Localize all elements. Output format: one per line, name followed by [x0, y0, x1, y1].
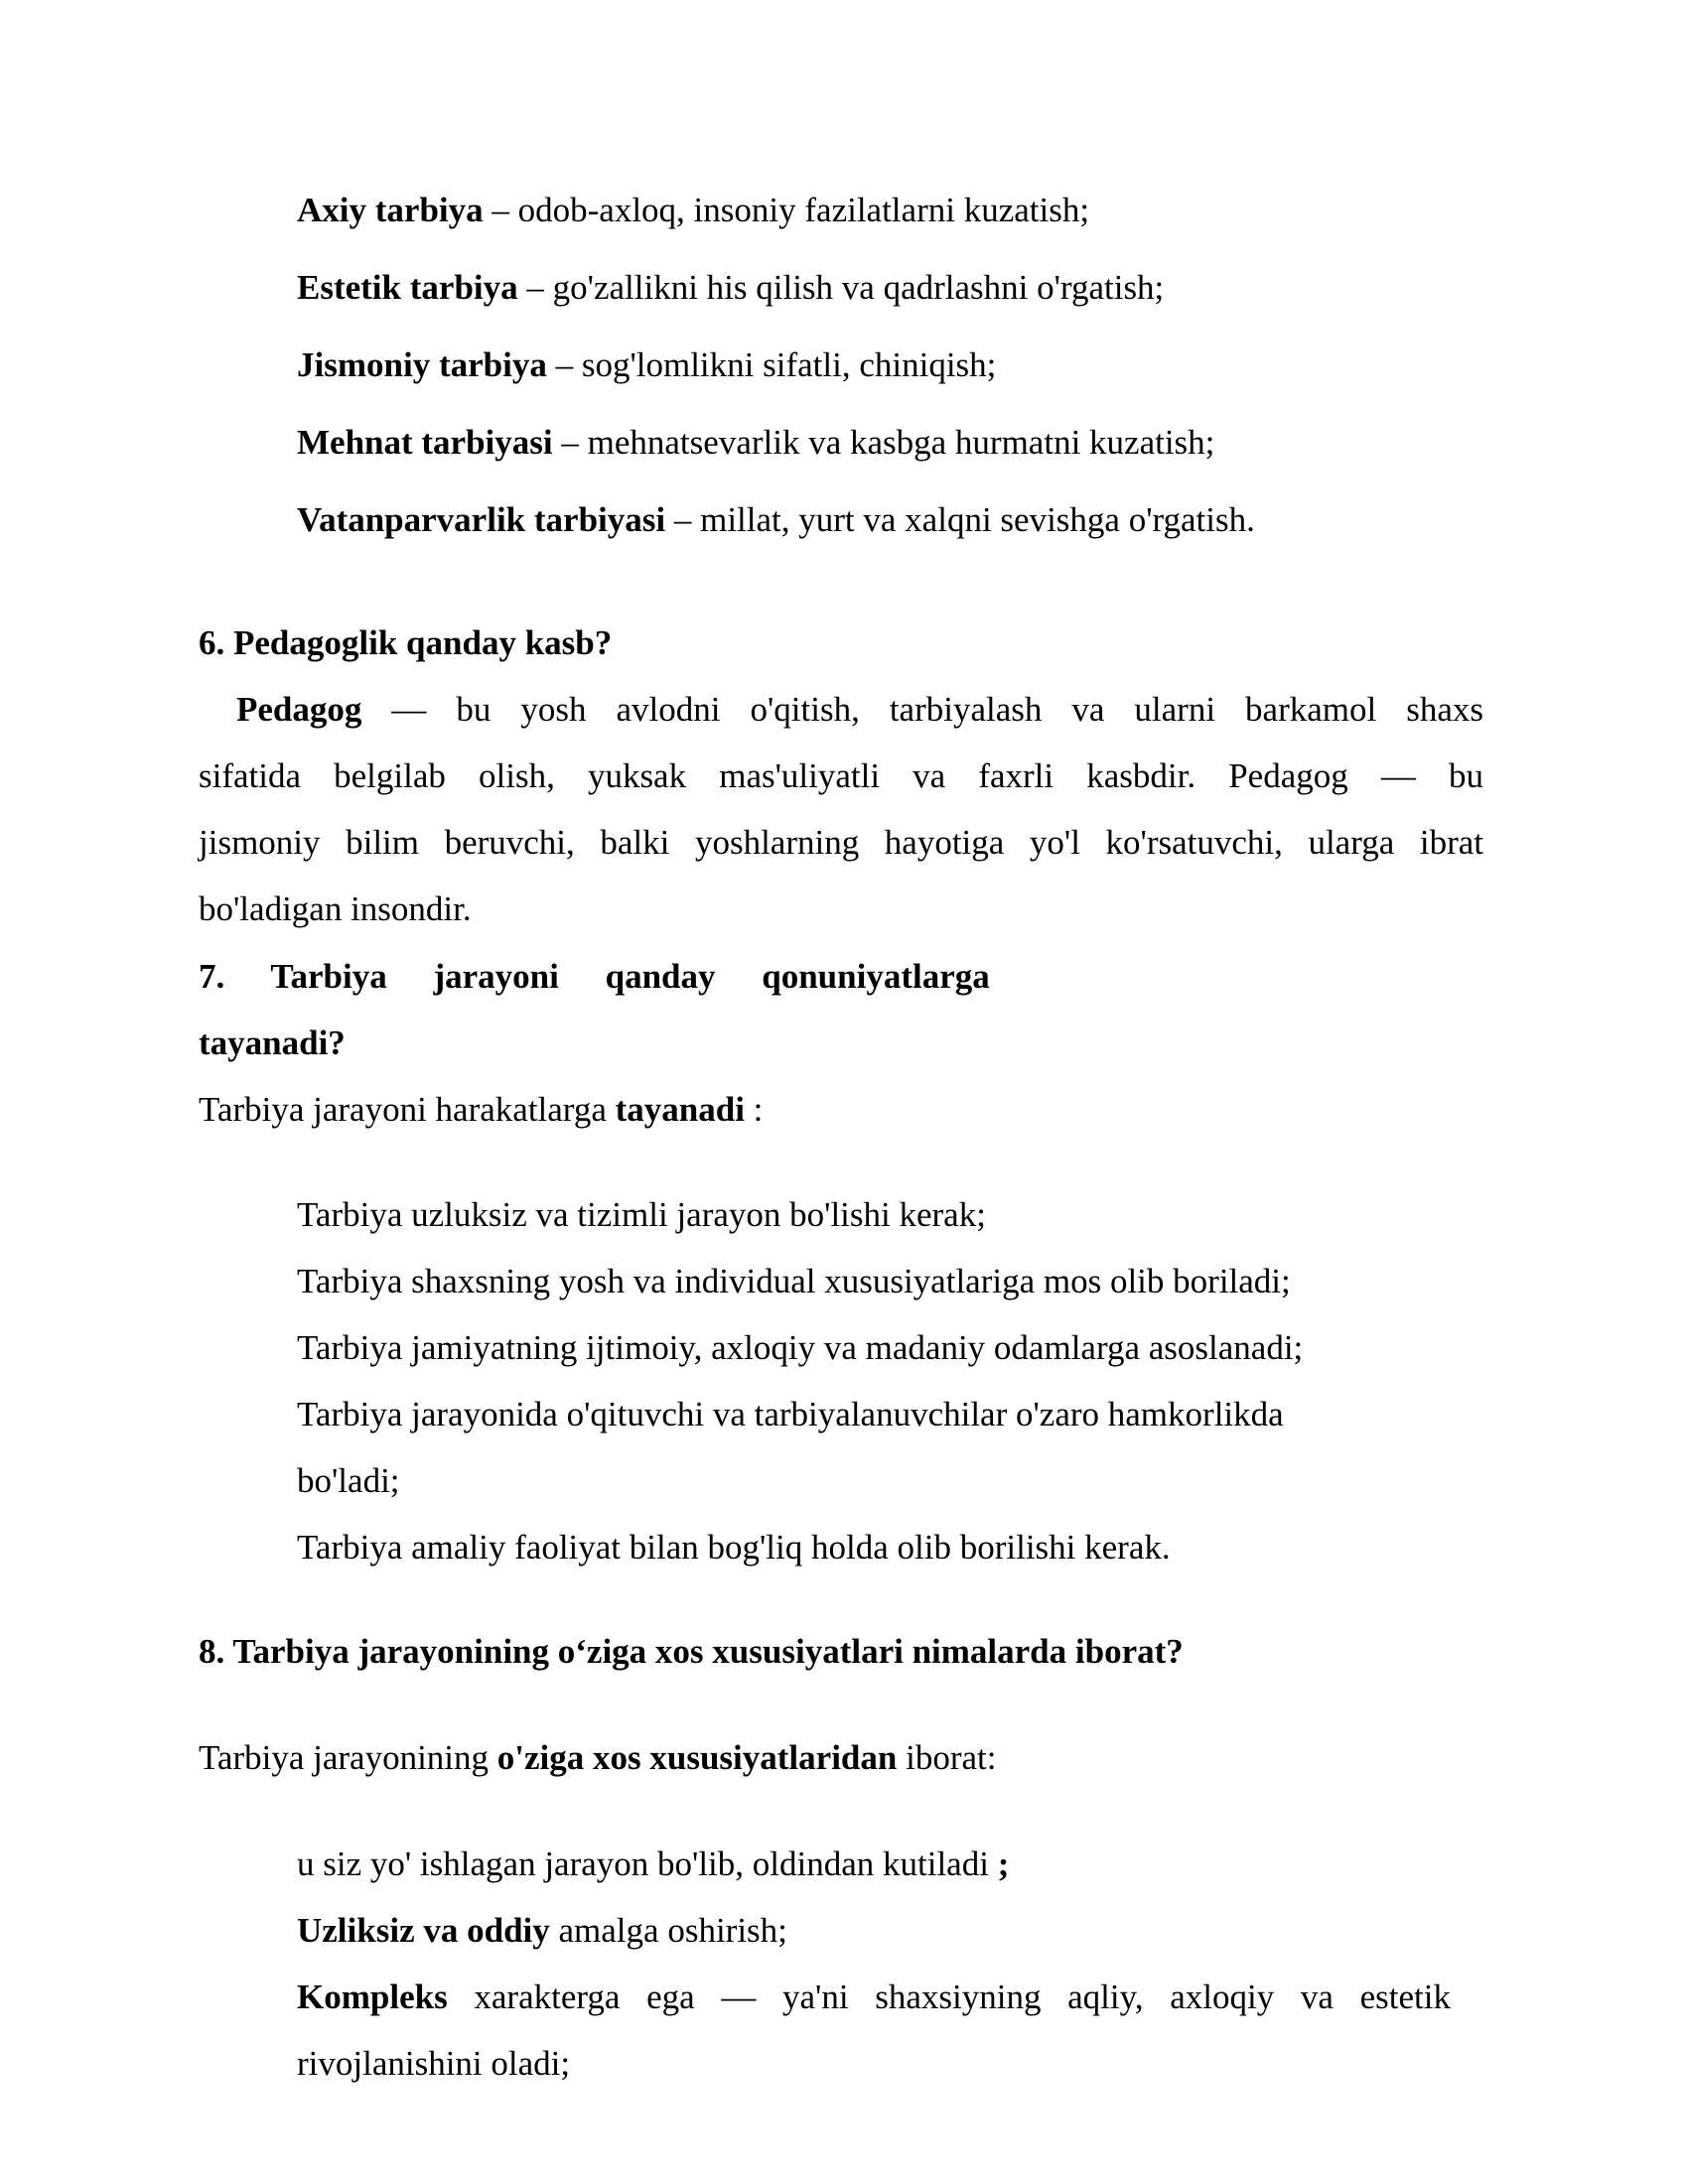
paragraph-line: jismoniy bilim beruvchi, balki yoshlarning hayotiga yo'l ko'rsatuvchi, ularga ibrat: [199, 823, 1483, 862]
paragraph-line: bo'ladigan insondir.: [199, 889, 472, 928]
list-item: u siz yo' ishlagan jarayon bo'lib, oldindan kutiladi ;: [297, 1844, 1010, 1883]
term-label: Vatanparvarlik tarbiyasi: [297, 500, 666, 539]
list-item: [297, 189, 1089, 232]
term-definition: – mehnatsevarlik va kasbga hurmatni kuzatish;: [552, 423, 1215, 462]
term-definition: – sog'lomlikni sifatli, chiniqish;: [546, 345, 997, 384]
list-item: Uzliksiz va oddiy amalga oshirish;: [297, 1911, 787, 1950]
paragraph-line: sifatida belgilab olish, yuksak mas'uliyatli va faxrli kasbdir. Pedagog — bu: [199, 756, 1483, 795]
list-item: [297, 266, 1164, 310]
list-item: Tarbiya shaxsning yosh va individual xususiyatlariga mos olib boriladi;: [297, 1262, 1291, 1300]
term-definition: – odob-axloq, insoniy fazilatlarni kuzatish;: [483, 191, 1090, 229]
term-label: Mehnat tarbiyasi: [297, 423, 553, 462]
intro-line: Tarbiya jarayonining o'ziga xos xususiyatlaridan iborat:: [199, 1738, 997, 1777]
term-label: Axiy tarbiya: [297, 191, 484, 229]
term-definition: – millat, yurt va xalqni sevishga o'rgatish.: [665, 500, 1255, 539]
list-item: Tarbiya amaliy faoliyat bilan bog'liq holda olib borilishi kerak.: [297, 1528, 1171, 1567]
list-item-continued: rivojlanishini oladi;: [297, 2044, 571, 2083]
term-definition: – go'zallikni his qilish va qadrlashni o'rgatish;: [517, 268, 1165, 307]
question-heading: 7. Tarbiya jarayoni qanday qonuniyatlarga: [199, 957, 990, 996]
list-item: [297, 498, 1255, 542]
list-item: Tarbiya jamiyatning ijtimoiy, axloqiy va madaniy odamlarga asoslanadi;: [297, 1328, 1304, 1367]
list-item: [297, 421, 1214, 465]
paragraph-line: Pedagog — bu yosh avlodni o'qitish, tarbiyalash va ularni barkamol shaxs: [236, 690, 1483, 729]
list-item: Tarbiya jarayonida o'qituvchi va tarbiyalanuvchilar o'zaro hamkorlikda: [297, 1395, 1284, 1433]
list-item: Kompleks xarakterga ega — ya'ni shaxsiyning aqliy, axloqiy va estetik: [297, 1978, 1451, 2016]
question-heading: 6. Pedagoglik qanday kasb?: [199, 623, 613, 662]
list-item: Tarbiya uzluksiz va tizimli jarayon bo'lishi kerak;: [297, 1195, 986, 1234]
question-heading-continued: tayanadi?: [199, 1024, 346, 1062]
list-item: [297, 343, 996, 387]
paragraph-term: Pedagog: [236, 690, 362, 729]
term-label: Estetik tarbiya: [297, 268, 518, 307]
question-heading: 8. Tarbiya jarayonining o‘ziga xos xususiyatlari nimalarda iborat?: [199, 1632, 1184, 1671]
intro-line: Tarbiya jarayoni harakatlarga tayanadi :: [199, 1090, 764, 1129]
list-item: bo'ladi;: [297, 1461, 400, 1500]
term-label: Jismoniy tarbiya: [297, 345, 547, 384]
